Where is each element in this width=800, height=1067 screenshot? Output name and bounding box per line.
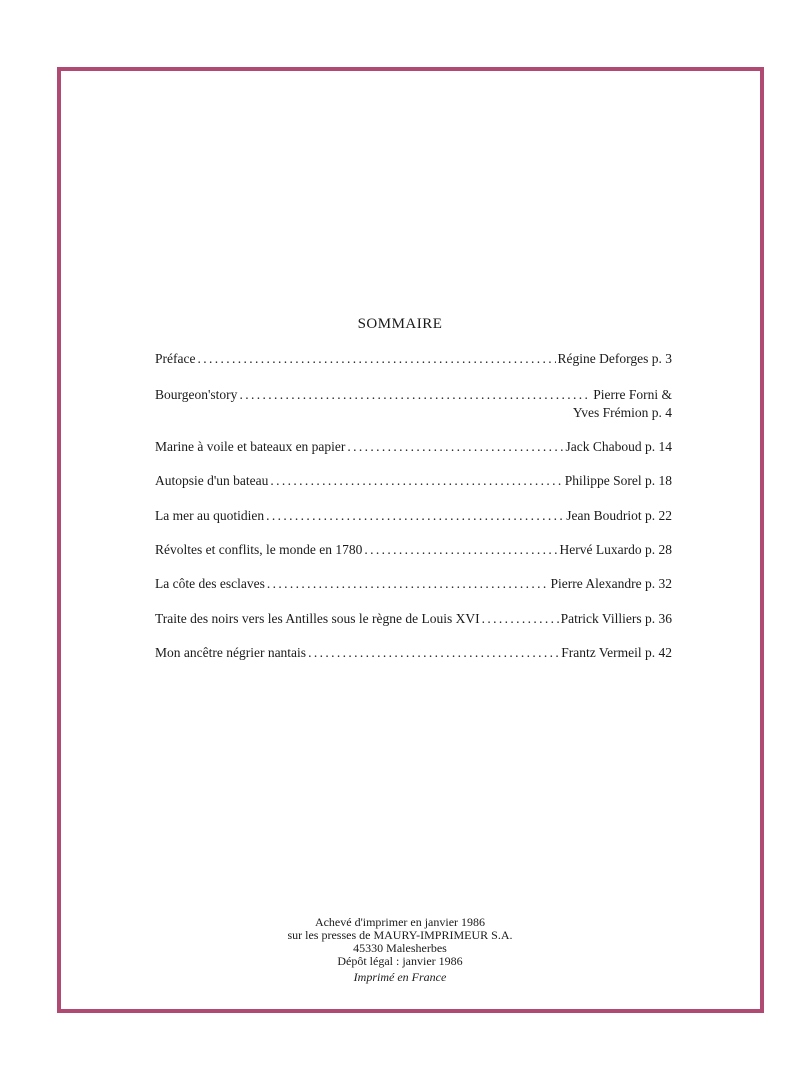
toc-entry-ancetre: [155, 644, 672, 662]
toc-entry-bourgeon-story: [155, 386, 672, 422]
toc-entry-author-line2: Yves Frémion p. 4: [572, 405, 672, 420]
toc-entry-title: Bourgeon'story: [155, 387, 238, 402]
toc-entry-cote-esclaves: [155, 575, 672, 593]
toc-leader-dots: [266, 507, 564, 525]
toc-entry-revoltes: [155, 541, 672, 559]
toc-entry-marine: [155, 438, 672, 456]
toc-entry-title: Autopsie d'un bateau: [155, 473, 269, 488]
toc-entry-author: Patrick Villiers p. 36: [560, 611, 672, 626]
toc-entry-author: Jack Chaboud p. 14: [565, 439, 672, 454]
toc-entry-author: Hervé Luxardo p. 28: [559, 542, 672, 557]
colophon: [0, 916, 800, 984]
toc-leader-dots: [197, 350, 555, 368]
toc-entry-author: Pierre Forni &: [593, 387, 672, 402]
toc-entry-traite-noirs: [155, 610, 672, 628]
toc-leader-dots: [347, 438, 563, 456]
toc-entry-autopsie: [155, 472, 672, 490]
colophon-line: 45330 Malesherbes: [353, 941, 447, 955]
colophon-line: Achevé d'imprimer en janvier 1986: [314, 915, 486, 929]
toc-entry-title: Préface: [155, 351, 196, 366]
toc-entry-title: Traite des noirs vers les Antilles sous le règne de Louis XVI: [155, 611, 480, 626]
toc-entry-title: La mer au quotidien: [155, 508, 265, 523]
toc-entry-title: Révoltes et conflits, le monde en 1780: [155, 542, 363, 557]
toc-entry-title: La côte des esclaves: [155, 576, 265, 591]
toc-entry-title: Mon ancêtre négrier nantais: [155, 645, 307, 660]
toc-leader-dots: [270, 472, 562, 490]
toc-entry-author: Pierre Alexandre p. 32: [550, 576, 672, 591]
toc-entry-author: Régine Deforges p. 3: [557, 351, 672, 366]
toc-entry-author: Philippe Sorel p. 18: [564, 473, 672, 488]
toc-entry-preface: [155, 350, 672, 368]
toc-leader-dots: [267, 575, 549, 593]
toc-leader-dots: [308, 644, 559, 662]
toc-leader-dots: [364, 541, 557, 559]
toc-entry-title: Marine à voile et bateaux en papier: [155, 439, 346, 454]
toc-entry-mer-quotidien: [155, 507, 672, 525]
toc-entry-author: Frantz Vermeil p. 42: [561, 645, 672, 660]
colophon-line: sur les presses de MAURY-IMPRIMEUR S.A.: [287, 928, 513, 942]
toc-leader-dots: [239, 386, 591, 404]
page-title: SOMMAIRE: [357, 316, 443, 332]
page-border-frame: [57, 67, 764, 1013]
toc-entry-author: Jean Boudriot p. 22: [566, 508, 672, 523]
colophon-printed-in: Imprimé en France: [353, 970, 447, 984]
toc-leader-dots: [482, 610, 559, 628]
colophon-line: Dépôt légal : janvier 1986: [337, 954, 463, 968]
